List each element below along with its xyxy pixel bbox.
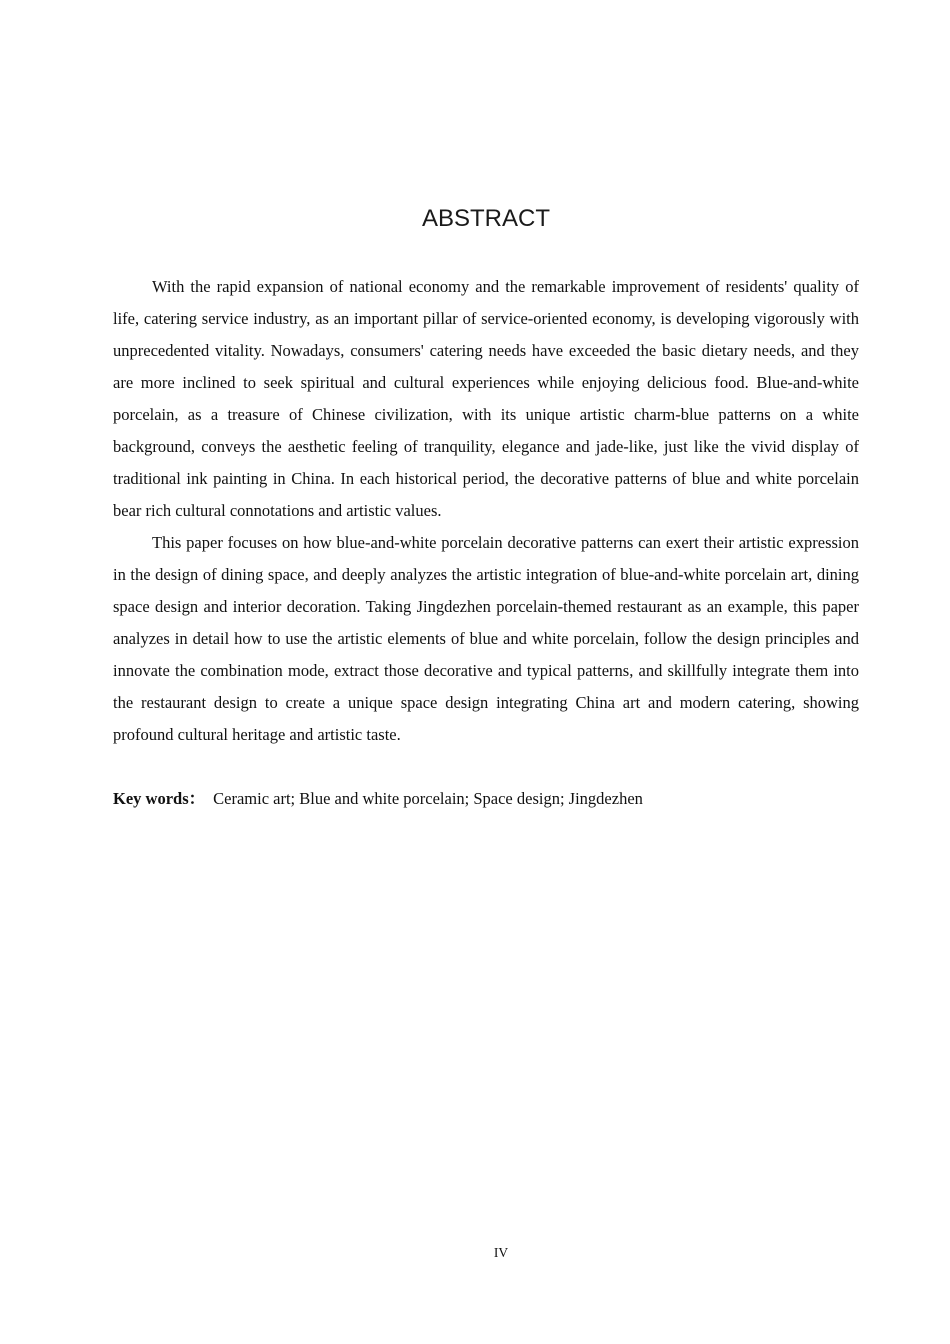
keywords-line — [113, 783, 859, 815]
keywords-text: Ceramic art; Blue and white porcelain; Space design; Jingdezhen — [213, 789, 643, 808]
abstract-paragraph-2: This paper focuses on how blue-and-white porcelain decorative patterns can exert their artistic expression in the design of dining space, and deeply analyzes the artistic integration of blue-and-white porcelain art, dining space design and interior decoration. Taking Jingdezhen porcelain-themed restaurant as an example, this paper analyzes in detail how to use the artistic elements of blue and white porcelain, follow the design principles and innovate the combination mode, extract those decorative and typical patterns, and skillfully integrate them into the restaurant design to create a unique space design integrating China art and modern catering, showing profound cultural heritage and artistic taste. — [113, 533, 859, 744]
page-number: IV — [493, 1245, 509, 1260]
keywords-label: Key words： — [113, 789, 206, 808]
page-title: ABSTRACT — [421, 205, 550, 232]
abstract-content — [113, 0, 859, 815]
abstract-paragraph-1: With the rapid expansion of national economy and the remarkable improvement of residents' quality of life, catering service industry, as an important pillar of service-oriented economy, is developing vigorously with unprecedented vitality. Nowadays, consumers' catering needs have exceeded the basic dietary needs, and they are more inclined to seek spiritual and cultural experiences while enjoying delicious food. Blue-and-white porcelain, as a treasure of Chinese civilization, with its unique artistic charm-blue patterns on a white background, conveys the aesthetic feeling of tranquility, elegance and jade-like, just like the vivid display of traditional ink painting in China. In each historical period, the decorative patterns of blue and white porcelain bear rich cultural connotations and artistic values. — [113, 277, 859, 520]
